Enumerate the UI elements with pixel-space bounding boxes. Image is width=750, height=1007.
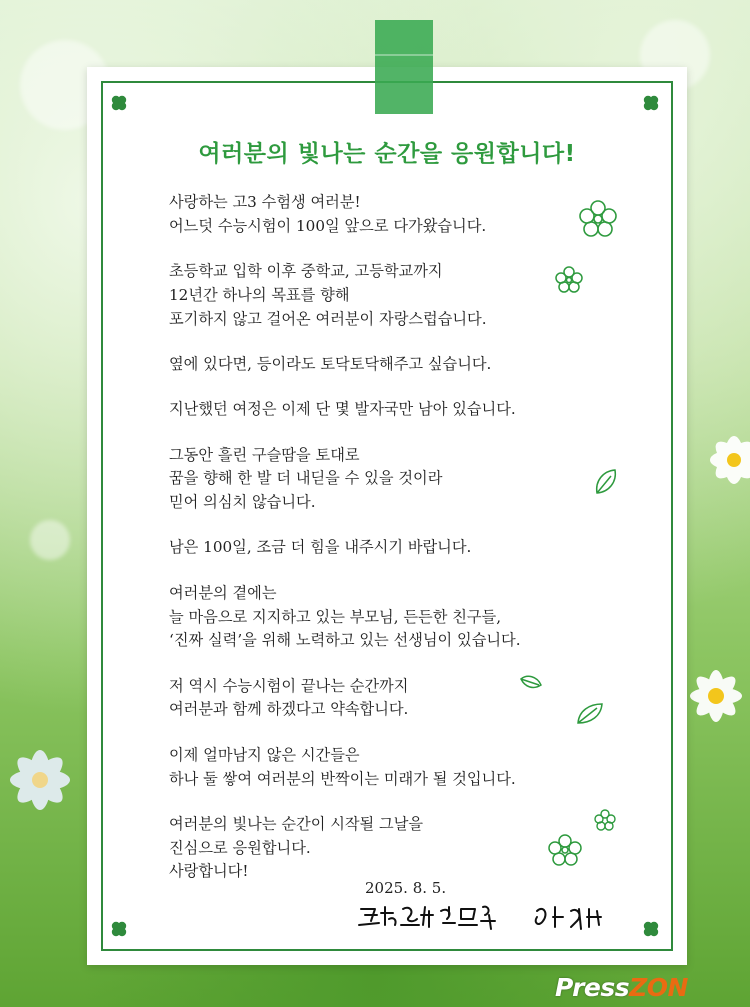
leaf-doodle-icon xyxy=(575,701,605,727)
paragraph xyxy=(169,398,649,422)
flower-doodle-icon xyxy=(592,807,618,833)
text-line: 늘 마음으로 지지하고 있는 부모님, 든든한 친구들, xyxy=(169,607,502,626)
daisy-flower-right-top xyxy=(676,430,750,560)
daisy-flower-left-bottom xyxy=(0,720,88,830)
text-line: 여러분의 빛나는 순간이 시작될 그날을 xyxy=(169,814,424,833)
letter-card xyxy=(87,67,687,965)
paragraph xyxy=(169,582,649,653)
text-line: 저 역시 수능시험이 끝나는 순간까지 xyxy=(169,676,409,695)
clover-corner-icon xyxy=(641,93,661,113)
text-line: 여러분과 함께 하겠다고 약속합니다. xyxy=(169,700,409,719)
text-line: 믿어 의심치 않습니다. xyxy=(169,493,316,512)
paragraph xyxy=(169,536,649,560)
text-line: 남은 100일, 조금 더 힘을 내주시기 바랍니다. xyxy=(169,538,472,557)
text-line: 초등학교 입학 이후 중학교, 고등학교까지 xyxy=(169,262,443,281)
text-line: 여러분의 곁에는 xyxy=(169,583,277,602)
letter-title: 여러분의 빛나는 순간을 응원합니다! xyxy=(198,141,576,167)
text-line: 사랑하는 고3 수험생 여러분! xyxy=(169,193,361,211)
text-line: 어느덧 수능시험이 100일 앞으로 다가왔습니다. xyxy=(169,216,487,235)
handwritten-signature xyxy=(357,901,617,935)
daisy-flower-right-bottom xyxy=(680,640,750,750)
text-line: 사랑합니다! xyxy=(169,862,249,881)
text-line: 옆에 있다면, 등이라도 토닥토닥해주고 싶습니다. xyxy=(169,354,492,373)
letter-body xyxy=(169,191,649,906)
clover-corner-icon xyxy=(109,93,129,113)
text-line: 하나 둘 쌓여 여러분의 반짝이는 미래가 될 것입니다. xyxy=(169,769,516,788)
text-line: 이제 얼마남지 않은 시간들은 xyxy=(169,745,360,764)
letter-date: 2025. 8. 5. xyxy=(365,879,447,897)
paragraph xyxy=(169,353,649,377)
text-line: ‘진짜 실력’을 위해 노력하고 있는 선생님이 있습니다. xyxy=(169,631,521,650)
text-line: 지난했던 여정은 이제 단 몇 발자국만 남아 있습니다. xyxy=(169,400,516,419)
text-line: 12년간 하나의 목표를 향해 xyxy=(169,285,350,304)
flower-doodle-icon xyxy=(575,197,621,243)
clover-corner-icon xyxy=(641,919,661,939)
text-line: 그동안 흘린 구슬땀을 토대로 xyxy=(169,445,360,464)
paragraph xyxy=(169,444,649,515)
bokeh-light xyxy=(30,520,70,560)
presszon-logo: PressZON xyxy=(555,973,688,1002)
flower-doodle-icon xyxy=(545,831,585,871)
flower-doodle-icon xyxy=(553,264,585,296)
leaf-doodle-icon xyxy=(593,467,619,497)
text-line: 포기하지 않고 걸어온 여러분이 자랑스럽습니다. xyxy=(169,309,487,328)
leaf-doodle-icon xyxy=(519,673,543,693)
green-tape xyxy=(375,20,433,114)
text-line: 진심으로 응원합니다. xyxy=(169,838,311,857)
clover-corner-icon xyxy=(109,919,129,939)
paragraph xyxy=(169,744,649,792)
logo-text-zon: ZON xyxy=(629,973,688,1002)
text-line: 꿈을 향해 한 발 더 내딛을 수 있을 것이라 xyxy=(169,469,443,488)
